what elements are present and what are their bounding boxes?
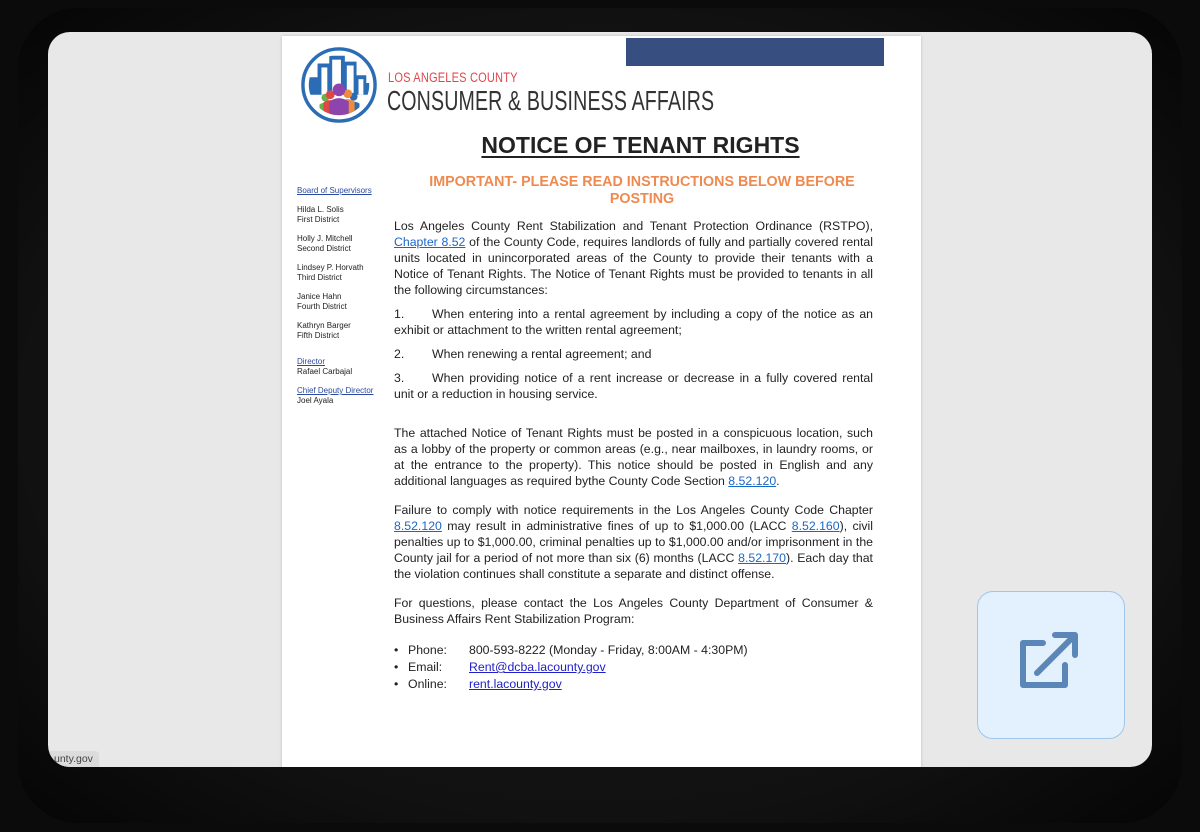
section-link-8-52-120[interactable]: 8.52.120 (394, 519, 442, 533)
board-of-supervisors-link[interactable]: Board of Supervisors (297, 186, 372, 195)
contact-list (394, 642, 873, 693)
page-title: NOTICE OF TENANT RIGHTS (481, 132, 800, 158)
external-link-icon (1013, 627, 1089, 703)
section-link-8-52-120[interactable]: 8.52.120 (728, 474, 777, 488)
penalties-paragraph: Failure to comply with notice requirements in the Los Angeles County Code Chapter 8.52.120 may result in administrative fines of up to $1,000.00 (LACC 8.52.160), civil penalties up to $1,000.00, criminal penalties up to $1,000.00 and/or imprisonment in the County jail for a period of not more than six (6) months (LACC 8.52.170). Each day that the violation continues shall constitute a separate and distinct offense. (394, 503, 874, 581)
circumstance-item: 3. When providing notice of a rent increase or decrease in a fully covered rental unit or a reduction in housing service. (394, 371, 873, 401)
contact-online: • Online: rent.lacounty.gov (394, 676, 873, 693)
document-page[interactable] (282, 36, 921, 767)
director-entry: Director Rafael Carbajal (297, 357, 392, 377)
org-subtitle: LOS ANGELES COUNTY (388, 70, 518, 85)
chief-deputy-link[interactable]: Chief Deputy Director (297, 386, 374, 395)
chief-deputy-entry: Chief Deputy Director Joel Ayala (297, 386, 392, 406)
section-link-8-52-160[interactable]: 8.52.160 (791, 519, 840, 533)
header-bar (626, 38, 884, 66)
director-link[interactable]: Director (297, 357, 326, 366)
contact-paragraph: For questions, please contact the Los Angeles County Department of Consumer & Business Affairs Rent Stabilization Program: (394, 596, 873, 626)
contact-email: • Email: Rent@dcba.lacounty.gov (394, 659, 873, 676)
dcba-logo-icon (300, 46, 378, 124)
chapter-link[interactable]: Chapter 8.52 (394, 235, 466, 249)
supervisor-entry: Holly J. Mitchell Second District (297, 234, 353, 253)
supervisor-entry: Kathryn Barger Fifth District (297, 321, 351, 340)
document-body (394, 218, 873, 693)
website-link[interactable]: rent.lacounty.gov (469, 677, 562, 691)
posting-paragraph: The attached Notice of Tenant Rights must be posted in a conspicuous location, such as a lobby of the property or common areas (e.g., near mailboxes, in laundry rooms, or at the entrance to the property). This notice should be posted in English and any additional languages as required bythe County Code Section 8.52.120. (394, 426, 873, 488)
leadership-sidebar (297, 186, 392, 415)
supervisor-entry: Lindsey P. Horvath Third District (297, 263, 364, 282)
email-link[interactable]: Rent@dcba.lacounty.gov (469, 660, 606, 674)
status-url: unty.gov (48, 751, 99, 767)
supervisor-entry: Hilda L. Solis First District (297, 205, 344, 224)
circumstance-item: 2. When renewing a rental agreement; and (394, 347, 652, 361)
supervisor-entry: Janice Hahn Fourth District (297, 292, 347, 311)
intro-paragraph: Los Angeles County Rent Stabilization and Tenant Protection Ordinance (RSTPO), Chapter 8.52 of the County Code, requires landlords of fully and partially covered rental units located in unincorporated areas of the County to provide their tenants with a Notice of Tenant Rights. The Notice of Tenant Rights must be provided to tenants in all the following circumstances: (394, 219, 873, 297)
document-viewer (48, 32, 1152, 767)
org-name: CONSUMER & BUSINESS AFFAIRS (387, 85, 715, 116)
contact-phone: • Phone: 800-593-8222 (Monday - Friday, 8:00AM - 4:30PM) (394, 642, 873, 659)
important-notice: IMPORTANT- PLEASE READ INSTRUCTIONS BELOW BEFORE POSTING (429, 174, 855, 207)
open-external-button[interactable] (977, 591, 1125, 739)
circumstance-item: 1. When entering into a rental agreement by including a copy of the notice as an exhibit or attachment to the written rental agreement; (394, 307, 873, 337)
section-link-8-52-170[interactable]: 8.52.170 (738, 551, 786, 565)
